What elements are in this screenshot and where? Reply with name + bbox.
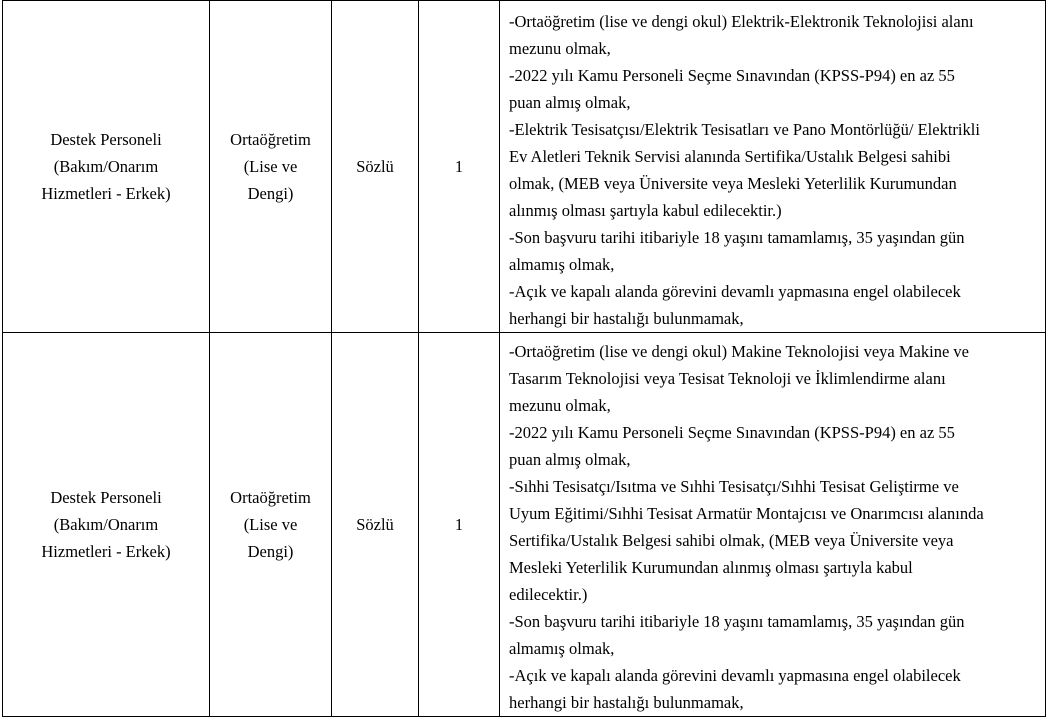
requirement-line: Sertifika/Ustalık Belgesi sahibi olmak, (MEB veya Üniversite veya <box>509 531 954 550</box>
requirement-line: mezunu olmak, <box>509 39 611 58</box>
education-cell <box>210 333 332 717</box>
education-line: (Lise ve <box>243 515 298 534</box>
count-cell: 1 <box>419 333 500 717</box>
requirement-line: -Açık ve kapalı alanda görevini devamlı yapmasına engel olabilecek <box>509 666 961 685</box>
requirement-line: almamış olmak, <box>509 639 615 658</box>
requirement-line: puan almış olmak, <box>509 450 631 469</box>
exam-type-cell: Sözlü <box>332 333 419 717</box>
education-line: (Lise ve <box>243 157 298 176</box>
requirement-line: -Son başvuru tarihi itibariyle 18 yaşını tamamlamış, 35 yaşından gün <box>509 612 965 631</box>
exam-type-cell: Sözlü <box>332 1 419 333</box>
requirement-line: -2022 yılı Kamu Personeli Seçme Sınavından (KPSS-P94) en az 55 <box>509 66 955 85</box>
requirement-line: -Elektrik Tesisatçısı/Elektrik Tesisatları ve Pano Montörlüğü/ Elektrikli <box>509 120 980 139</box>
position-line: Destek Personeli <box>50 130 162 149</box>
education-line: Ortaöğretim <box>230 130 311 149</box>
education-cell <box>210 1 332 333</box>
requirement-line: -Son başvuru tarihi itibariyle 18 yaşını tamamlamış, 35 yaşından gün <box>509 228 965 247</box>
requirement-line: herhangi bir hastalığı bulunmamak, <box>509 693 744 712</box>
requirement-line: -Açık ve kapalı alanda görevini devamlı yapmasına engel olabilecek <box>509 282 961 301</box>
position-line: Hizmetleri - Erkek) <box>41 184 171 203</box>
requirement-line: mezunu olmak, <box>509 396 611 415</box>
position-line: Hizmetleri - Erkek) <box>41 542 171 561</box>
requirement-line: Uyum Eğitimi/Sıhhi Tesisat Armatür Montajcısı ve Onarımcısı alanında <box>509 504 984 523</box>
education-line: Dengi) <box>247 184 294 203</box>
requirement-line: Ev Aletleri Teknik Servisi alanında Sertifika/Ustalık Belgesi sahibi <box>509 147 951 166</box>
requirement-line: Tasarım Teknolojisi veya Tesisat Teknoloji ve İklimlendirme alanı <box>509 369 946 388</box>
education-line: Dengi) <box>247 542 294 561</box>
requirement-line: -Sıhhi Tesisatçı/Isıtma ve Sıhhi Tesisatçı/Sıhhi Tesisat Geliştirme ve <box>509 477 959 496</box>
table-row <box>3 333 1046 717</box>
job-requirements-table <box>2 0 1046 717</box>
requirement-line: herhangi bir hastalığı bulunmamak, <box>509 309 744 328</box>
education-line: Ortaöğretim <box>230 488 311 507</box>
requirements-cell <box>500 333 1046 717</box>
position-line: (Bakım/Onarım <box>53 515 159 534</box>
requirement-line: alınmış olması şartıyla kabul edilecektir.) <box>509 201 782 220</box>
position-cell <box>3 333 210 717</box>
requirement-line: puan almış olmak, <box>509 93 631 112</box>
requirement-line: edilecektir.) <box>509 585 588 604</box>
requirement-line: -2022 yılı Kamu Personeli Seçme Sınavından (KPSS-P94) en az 55 <box>509 423 955 442</box>
position-cell <box>3 1 210 333</box>
table-row <box>3 1 1046 333</box>
requirement-line: -Ortaöğretim (lise ve dengi okul) Elektrik-Elektronik Teknolojisi alanı <box>509 12 974 31</box>
requirements-cell <box>500 1 1046 333</box>
count-cell: 1 <box>419 1 500 333</box>
requirement-line: almamış olmak, <box>509 255 615 274</box>
position-line: (Bakım/Onarım <box>53 157 159 176</box>
requirement-line: -Ortaöğretim (lise ve dengi okul) Makine Teknolojisi veya Makine ve <box>509 342 969 361</box>
requirement-line: olmak, (MEB veya Üniversite veya Mesleki Yeterlilik Kurumundan <box>509 174 957 193</box>
position-line: Destek Personeli <box>50 488 162 507</box>
requirement-line: Mesleki Yeterlilik Kurumundan alınmış olması şartıyla kabul <box>509 558 913 577</box>
